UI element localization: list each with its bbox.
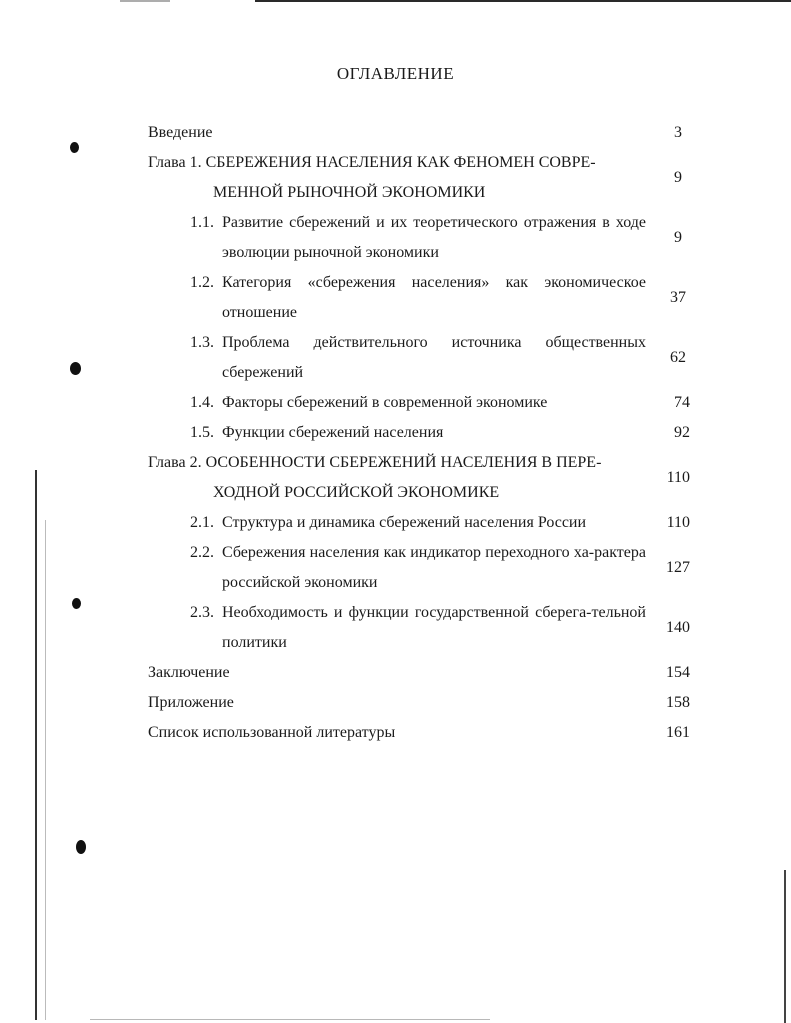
toc-appendix-label: Приложение [148, 694, 234, 711]
toc-references-page: 161 [666, 724, 690, 741]
toc-section-1-5-title: Функции сбережений населения [222, 424, 444, 441]
toc-section-number: 2.2. [190, 544, 214, 561]
toc-section-number: 1.3. [190, 334, 214, 351]
toc-section-1-4-page: 74 [674, 394, 690, 411]
toc-section-number: 1.4. [190, 394, 214, 411]
toc-intro-page: 3 [674, 124, 682, 141]
punch-hole-mark [70, 362, 81, 375]
toc-section-number: 2.3. [190, 604, 214, 621]
toc-section-1-2-title: Категория «сбережения населения» как экономическое отношение [222, 274, 646, 321]
toc-references-label: Список использованной литературы [148, 724, 396, 741]
toc-conclusion-label: Заключение [148, 664, 230, 681]
toc-chapter1-page: 9 [674, 169, 682, 186]
toc-section-2-2-title: Сбережения населения как индикатор переходного ха-рактера российской экономики [222, 544, 646, 591]
scan-artifact-line [35, 470, 37, 1020]
toc-section-1-1-page: 9 [674, 229, 682, 246]
toc-section-1-5-page: 92 [674, 424, 690, 441]
scan-artifact-line [120, 0, 170, 2]
toc-section-1-1-title: Развитие сбережений и их теоретического отражения в ходе эволюции рыночной экономики [222, 214, 646, 261]
toc-section-2-2-page: 127 [666, 559, 690, 576]
toc-section-2-1-title: Структура и динамика сбережений населения России [222, 514, 587, 531]
toc-chapter2-line2: ХОДНОЙ РОССИЙСКОЙ ЭКОНОМИКЕ [213, 484, 500, 501]
page-title: ОГЛАВЛЕНИЕ [336, 64, 455, 83]
toc-section-2-3-page: 140 [666, 619, 690, 636]
toc-section-number: 2.1. [190, 514, 214, 531]
toc-section-number: 1.2. [190, 274, 214, 291]
toc-appendix-page: 158 [666, 694, 690, 711]
toc-section-1-3-page: 62 [670, 349, 686, 366]
punch-hole-mark [76, 840, 86, 854]
toc-intro-label: Введение [148, 124, 213, 141]
toc-section-1-4-title: Факторы сбережений в современной экономике [222, 394, 548, 411]
scan-artifact-line [45, 520, 46, 1020]
toc-chapter1-line1: Глава 1. СБЕРЕЖЕНИЯ НАСЕЛЕНИЯ КАК ФЕНОМЕН СОВРЕ- [148, 154, 596, 171]
punch-hole-mark [72, 598, 81, 609]
scan-artifact-line [784, 870, 786, 1023]
toc-section-2-1-page: 110 [666, 514, 690, 531]
toc-section-number: 1.5. [190, 424, 214, 441]
scan-artifact-line [255, 0, 791, 2]
toc-section-1-3-title: Проблема действительного источника общественных сбережений [222, 334, 646, 381]
punch-hole-mark [70, 142, 79, 153]
toc-chapter1-line2: МЕННОЙ РЫНОЧНОЙ ЭКОНОМИКИ [213, 184, 486, 201]
toc-chapter2-line1: Глава 2. ОСОБЕННОСТИ СБЕРЕЖЕНИЙ НАСЕЛЕНИЯ В ПЕРЕ- [148, 454, 602, 471]
toc-section-1-2-page: 37 [670, 289, 686, 306]
toc-chapter2-page: 110 [666, 469, 690, 486]
toc-section-number: 1.1. [190, 214, 214, 231]
scan-artifact-line [90, 1019, 490, 1020]
toc-section-2-3-title: Необходимость и функции государственной сберега-тельной политики [222, 604, 646, 651]
toc-conclusion-page: 154 [666, 664, 690, 681]
